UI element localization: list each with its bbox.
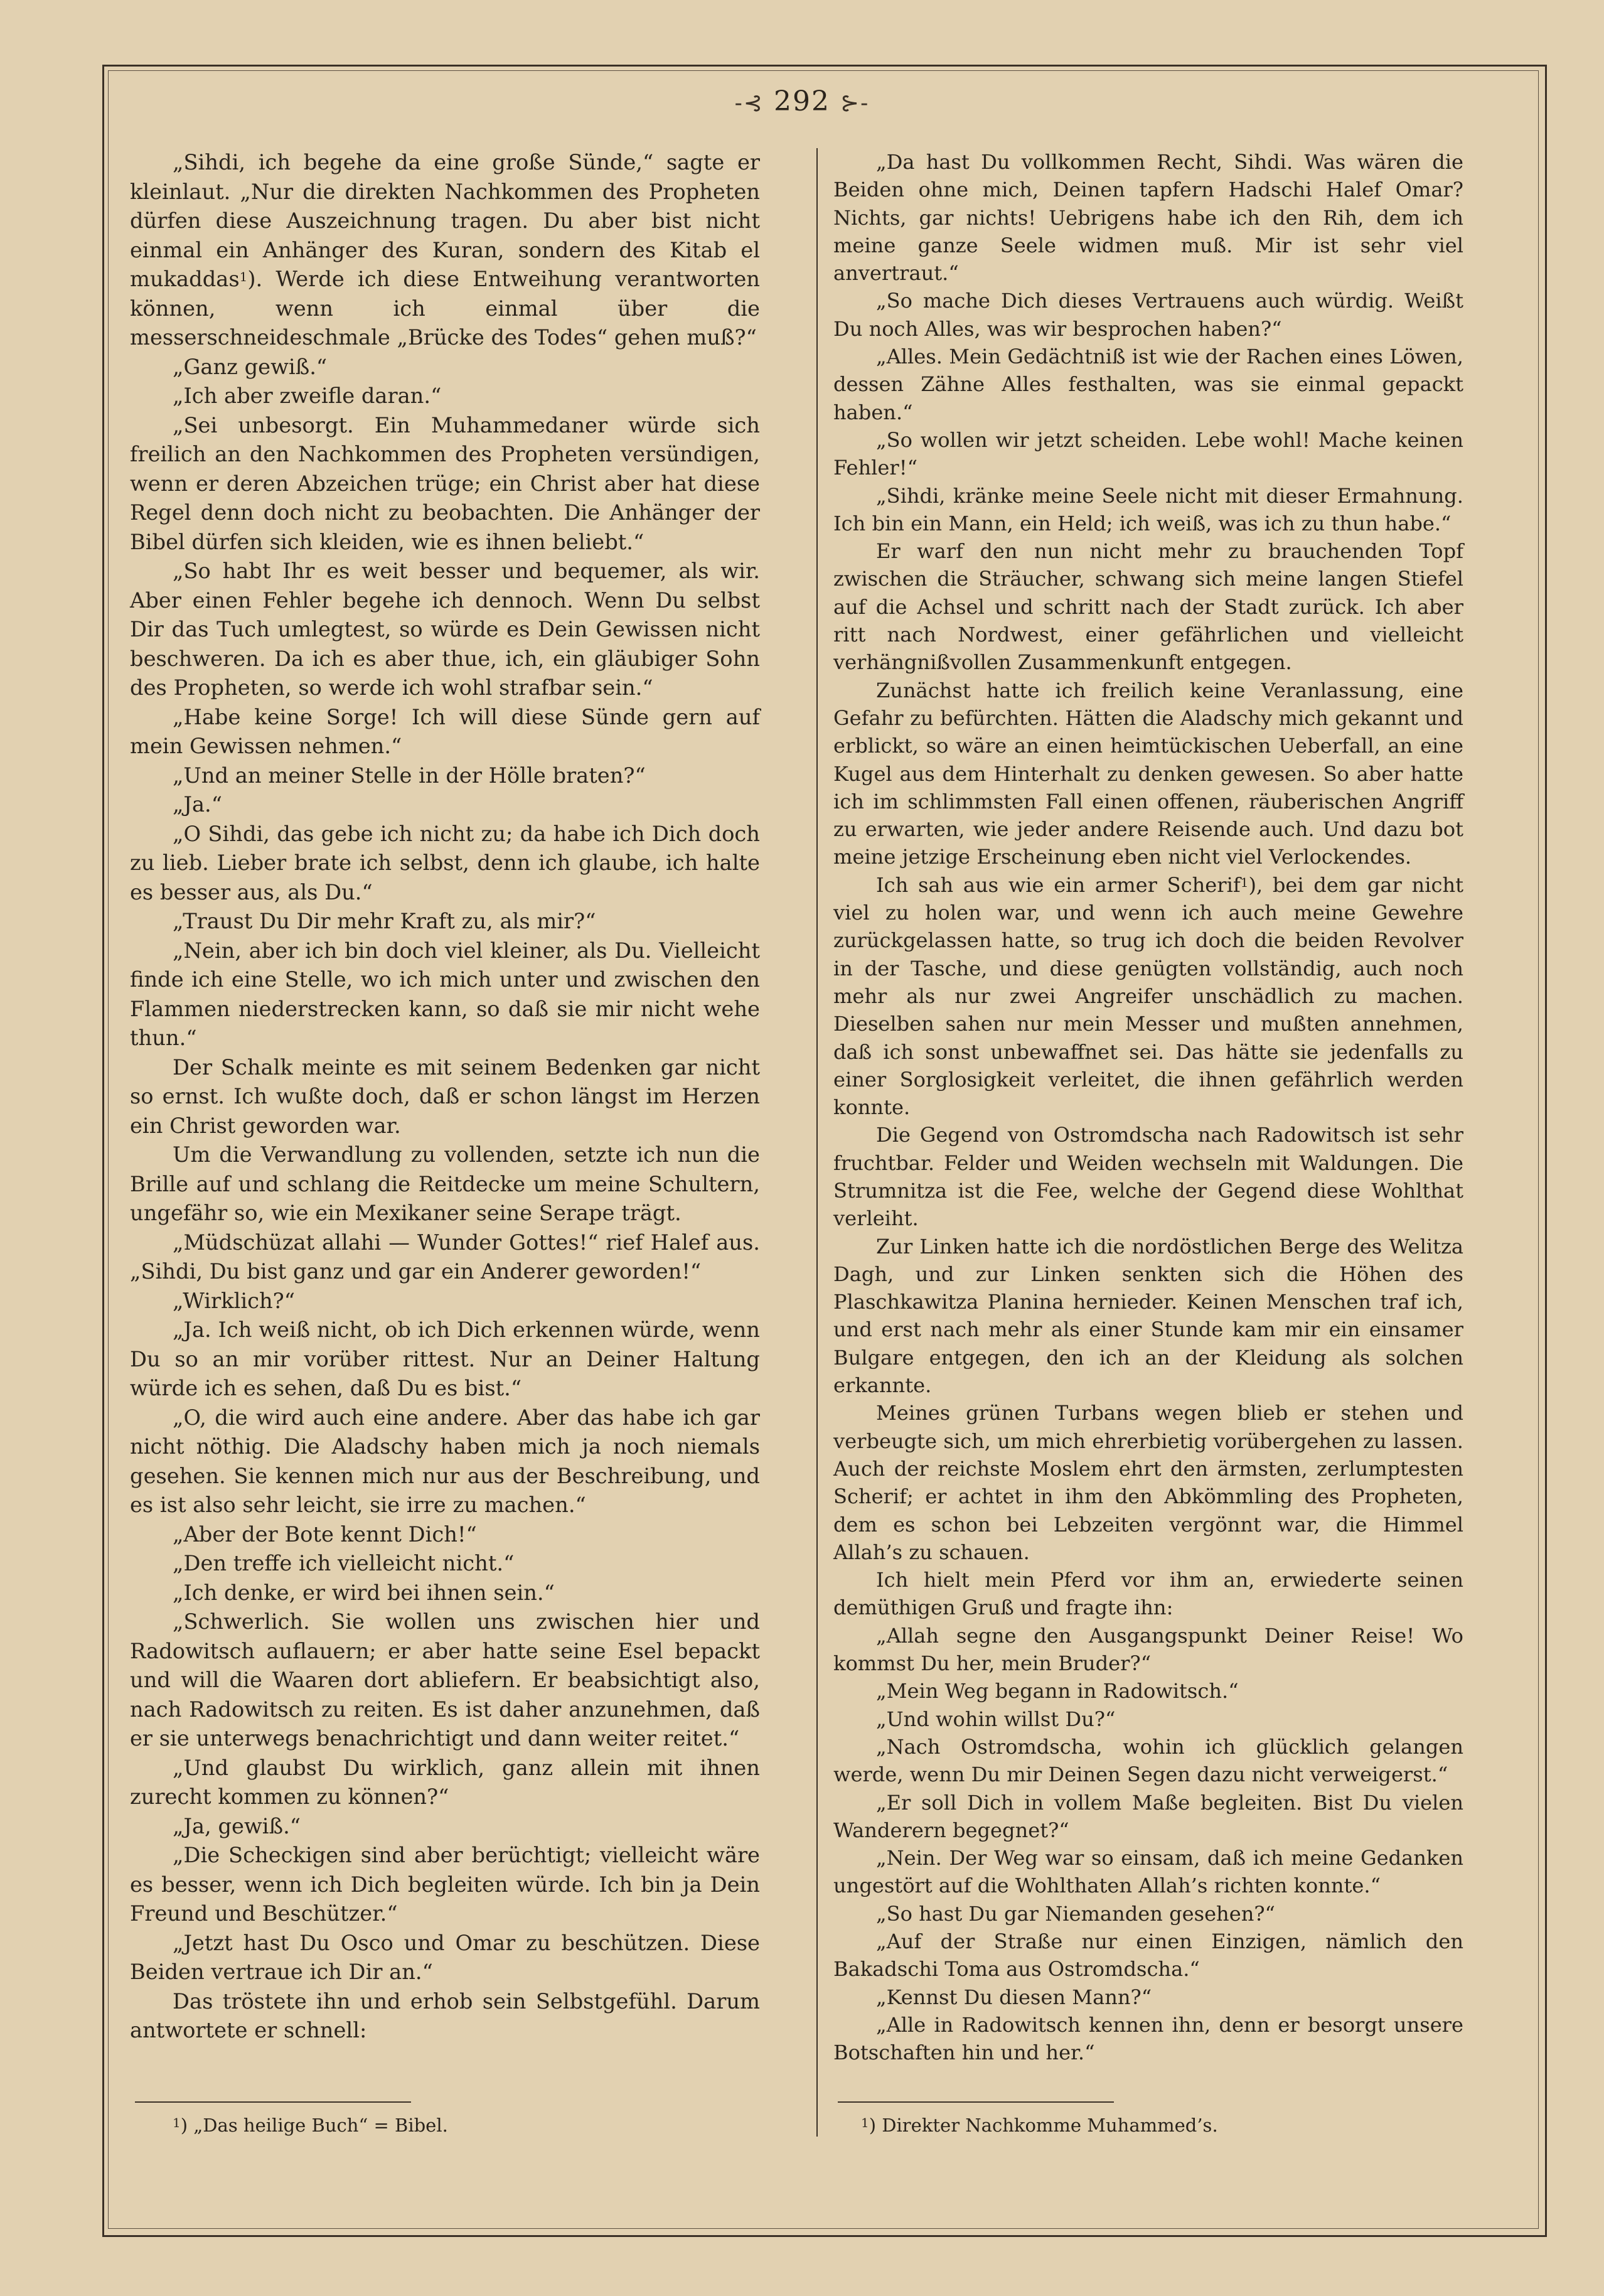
paragraph: „Da hast Du vollkommen Recht, Sihdi. Was wären die Beiden ohne mich, Deinen tapfern Hadschi Halef Omar? Nichts, gar nichts! Uebrigens habe ich den Rih, dem ich meine ganze Seele widmen muß. Mir ist sehr viel anvertraut.“	[833, 150, 1463, 286]
paragraph: „Allah segne den Ausgangspunkt Deiner Reise! Wo kommst Du her, mein Bruder?“	[833, 1623, 1463, 1676]
paragraph: „So habt Ihr es weit besser und bequemer, als wir. Aber einen Fehler begehe ich dennoch. Wenn Du selbst Dir das Tuch umlegtest, so würde es Dein Gewissen nicht beschweren. Da ich es aber thue, ich, ein gläubiger Sohn des Propheten, so werde ich wohl strafbar sein.“	[130, 559, 760, 700]
paragraph: „O Sihdi, das gebe ich nicht zu; da habe ich Dich doch zu lieb. Lieber brate ich selbst, denn ich glaube, ich halte es besser aus, als Du.“	[130, 821, 760, 904]
paragraph: „Jetzt hast Du Osco und Omar zu beschützen. Diese Beiden vertraue ich Dir an.“	[130, 1930, 760, 1984]
paragraph: „O, die wird auch eine andere. Aber das habe ich gar nicht nöthig. Die Aladschy haben mich ja noch niemals gesehen. Sie kennen mich nur aus der Beschreibung, und es ist also sehr leicht, sie irre zu machen.“	[130, 1405, 760, 1517]
column-divider	[816, 148, 818, 2137]
paragraph: „Sihdi, kränke meine Seele nicht mit dieser Ermahnung. Ich bin ein Mann, ein Held; ich weiß, was ich zu thun habe.“	[833, 483, 1463, 535]
paragraph: „Nein, aber ich bin doch viel kleiner, als Du. Vielleicht finde ich eine Stelle, wo ich mich unter und zwischen den Flammen niederstrecken kann, so daß sie mir nicht wehe thun.“	[130, 938, 760, 1050]
paragraph: „Traust Du Dir mehr Kraft zu, als mir?“	[173, 909, 596, 933]
paragraph: Der Schalk meinte es mit seinem Bedenken gar nicht so ernst. Ich wußte doch, daß er schon längst im Herzen ein Christ geworden war.	[130, 1054, 760, 1138]
paragraph: „Nein. Der Weg war so einsam, daß ich meine Gedanken ungestört auf die Wohlthaten Allah’s richten konnte.“	[833, 1846, 1463, 1898]
paragraph: „So wollen wir jetzt scheiden. Lebe wohl! Mache keinen Fehler!“	[833, 427, 1463, 480]
right-column	[833, 148, 1463, 2066]
paragraph: „Alle in Radowitsch kennen ihn, denn er besorgt unsere Botschaften hin und her.“	[833, 2012, 1463, 2065]
left-footnote: $^1$) „Das heilige Buch“ = Bibel.	[173, 2115, 448, 2136]
paragraph: „So mache Dich dieses Vertrauens auch würdig. Weißt Du noch Alles, was wir besprochen haben?“	[833, 289, 1463, 341]
paragraph: Das tröstete ihn und erhob sein Selbstgefühl. Darum antwortete er schnell:	[130, 1988, 760, 2042]
paragraph: „Und an meiner Stelle in der Hölle braten?“	[173, 763, 646, 788]
paragraph: Zur Linken hatte ich die nordöstlichen Berge des Welitza Dagh, und zur Linken senkten sich die Höhen des Plaschkawitza Planina hernieder. Keinen Menschen traf ich, und erst nach mehr als einer Stunde kam mir ein einsamer Bulgare entgegen, den ich an der Kleidung als solchen erkannte.	[833, 1234, 1463, 1398]
paragraph: „Ja, gewiß.“	[173, 1813, 301, 1838]
paragraph: „Den treffe ich vielleicht nicht.“	[173, 1551, 515, 1575]
right-ornament: ⊱-	[840, 90, 870, 116]
paragraph: „Auf der Straße nur einen Einzigen, nämlich den Bakadschi Toma aus Ostromdscha.“	[833, 1929, 1463, 1982]
paragraph: „Ja.“	[173, 792, 222, 817]
left-ornament: -⊰	[734, 90, 764, 116]
paragraph: „Ich aber zweifle daran.“	[173, 384, 442, 408]
paragraph: „So hast Du gar Niemanden gesehen?“	[876, 1901, 1275, 1926]
paragraph: „Wirklich?“	[173, 1288, 295, 1313]
paragraph: „Er soll Dich in vollem Maße begleiten. Bist Du vielen Wanderern begegnet?“	[833, 1790, 1463, 1842]
left-column	[130, 148, 760, 2046]
paragraph: Um die Verwandlung zu vollenden, setzte ich nun die Brille auf und schlang die Reitdecke um meine Schultern, ungefähr so, wie ein Mexikaner seine Serape trägt.	[130, 1142, 760, 1225]
footnote-marker: 1	[239, 269, 248, 284]
paragraph: Ich sah aus wie ein armer Scherif$^1$), bei dem gar nicht viel zu holen war, und wenn ich auch meine Gewehre zurückgelassen hatte, so trug ich doch die beiden Revolver in der Tasche, und diese genügten vollständig, auch noch mehr als nur zwei Angreifer unschädlich zu machen. Dieselben sahen nur mein Messer und mußten annehmen, daß ich sonst unbewaffnet sei. Das hätte sie jedenfalls zu einer Sorglosigkeit verleitet, die ihnen gefährlich werden konnte.	[833, 872, 1463, 1120]
paragraph: „Ganz gewiß.“	[173, 354, 328, 379]
left-footnote-rule	[135, 2101, 411, 2103]
paragraph: Meines grünen Turbans wegen blieb er stehen und verbeugte sich, um mich ehrerbietig vorübergehen zu lassen. Auch der reichste Moslem ehrt den ärmsten, zerlumptesten Scherif; er achtet in ihm den Abkömmling des Propheten, dem es schon bei Lebzeiten vergönnt war, die Himmel Allah’s zu schauen.	[833, 1401, 1463, 1564]
paragraph: „Mein Weg begann in Radowitsch.“	[876, 1679, 1239, 1703]
page-number: 292	[774, 85, 830, 117]
paragraph: „Und glaubst Du wirklich, ganz allein mit ihnen zurecht kommen zu können?“	[130, 1755, 760, 1809]
paragraph: „Ich denke, er wird bei ihnen sein.“	[173, 1580, 555, 1605]
paragraph: „Die Scheckigen sind aber berüchtigt; vielleicht wäre es besser, wenn ich Dich begleiten würde. Ich bin ja Dein Freund und Beschützer.“	[130, 1843, 760, 1926]
paragraph: „Und wohin willst Du?“	[876, 1707, 1116, 1731]
paragraph: Zunächst hatte ich freilich keine Veranlassung, eine Gefahr zu befürchten. Hätten die Aladschy mich gekannt und erblickt, so wäre an einen heimtückischen Ueberfall, an eine Kugel aus dem Hinterhalt zu denken gewesen. So aber hatte ich im schlimmsten Fall einen offenen, räuberischen Angriff zu erwarten, wie jeder andere Reisende auch. Und dazu bot meine jetzige Erscheinung eben nicht viel Verlockendes.	[833, 678, 1463, 869]
right-footnote-rule	[838, 2101, 1114, 2103]
paragraph: Ich hielt mein Pferd vor ihm an, erwiederte seinen demüthigen Gruß und fragte ihn:	[833, 1568, 1463, 1620]
paragraph: Die Gegend von Ostromdscha nach Radowitsch ist sehr fruchtbar. Felder und Weiden wechseln mit Waldungen. Die Strumnitza ist die Fee, welche der Gegend diese Wohlthat verleiht.	[833, 1123, 1463, 1231]
paragraph: „Habe keine Sorge! Ich will diese Sünde gern auf mein Gewissen nehmen.“	[130, 704, 760, 758]
paragraph: „Alles. Mein Gedächtniß ist wie der Rachen eines Löwen, dessen Zähne Alles festhalten, was sie einmal gepackt haben.“	[833, 345, 1463, 424]
paragraph: „Müdschüzat allahi — Wunder Gottes!“ rief Halef aus. „Sihdi, Du bist ganz und gar ein Anderer geworden!“	[130, 1230, 760, 1284]
paragraph: „Sei unbesorgt. Ein Muhammedaner würde sich freilich an den Nachkommen des Propheten versündigen, wenn er deren Abzeichen trüge; ein Christ aber hat diese Regel denn doch nicht zu beobachten. Die Anhänger der Bibel dürfen sich kleiden, wie es ihnen beliebt.“	[130, 412, 760, 554]
paragraph: „Aber der Bote kennt Dich!“	[173, 1521, 477, 1547]
paragraph: „Ja. Ich weiß nicht, ob ich Dich erkennen würde, wenn Du so an mir vorüber rittest. Nur an Deiner Haltung würde ich es sehen, daß Du es bist.“	[130, 1317, 760, 1400]
right-footnote: $^1$) Direkter Nachkomme Muhammed’s.	[861, 2115, 1218, 2136]
paragraph: „Kennst Du diesen Mann?“	[876, 1985, 1152, 2009]
paragraph: Er warf den nun nicht mehr zu brauchenden Topf zwischen die Sträucher, schwang sich meine langen Stiefel auf die Achsel und schritt nach der Stadt zurück. Ich aber ritt nach Nordwest, einer gefährlichen und vielleicht verhängnißvollen Zusammenkunft entgegen.	[833, 539, 1463, 675]
page-header	[0, 85, 1604, 117]
paragraph: „Sihdi, ich begehe da eine große Sünde,“ sagte er kleinlaut. „Nur die direkten Nachkommen des Propheten dürfen diese Auszeichnung tragen. Du aber bist nicht einmal ein Anhänger des Kuran, sondern des Kitab el mukaddas$^1$). Werde ich diese Entweihung verantworten können, wenn ich einmal über die messerschneideschmale „Brücke des Todes“ gehen muß?“	[130, 150, 760, 350]
paragraph: „Nach Ostromdscha, wohin ich glücklich gelangen werde, wenn Du mir Deinen Segen dazu nicht verweigerst.“	[833, 1734, 1463, 1787]
paragraph: „Schwerlich. Sie wollen uns zwischen hier und Radowitsch auflauern; er aber hatte seine Esel bepackt und will die Waaren dort abliefern. Er beabsichtigt also, nach Radowitsch zu reiten. Es ist daher anzunehmen, daß er sie unterwegs benachrichtigt und dann weiter reitet.“	[130, 1609, 760, 1751]
footnote-marker: 1	[1240, 874, 1249, 890]
